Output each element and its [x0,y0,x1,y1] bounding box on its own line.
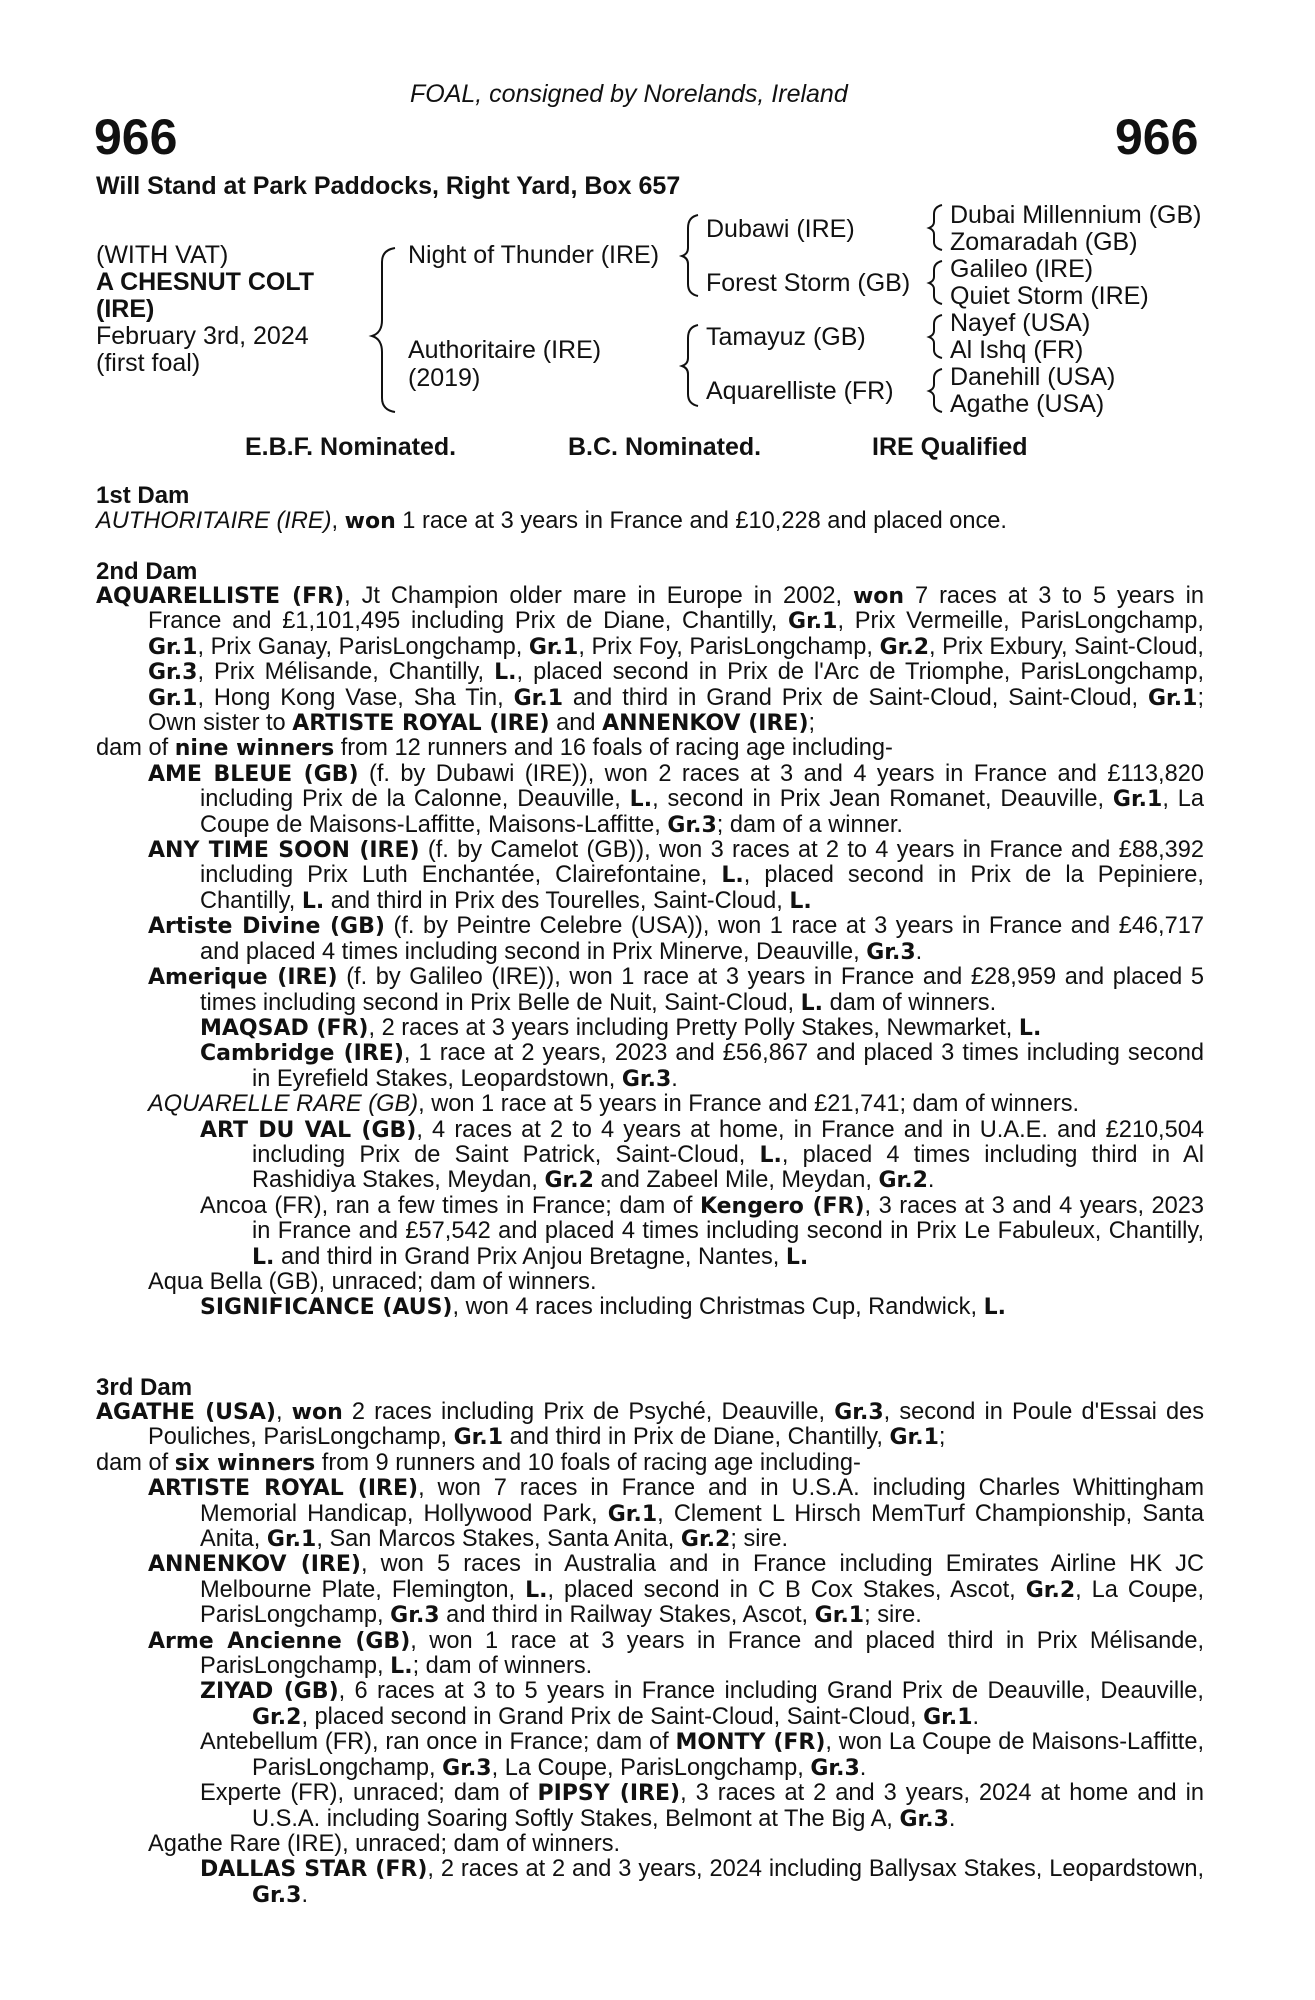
third-dam-summary: dam of six winners from 9 runners and 10 foals of racing age including- [96,1449,861,1476]
third-dam-body [96,1400,1204,1908]
progeny-artiste-royal: ARTISTE ROYAL (IRE), won 7 races in France and in U.S.A. including Charles Whittingham Memorial Handicap, Hollywood Park, Gr.1, Clement L Hirsch MemTurf Championship, Santa Anita, Gr.1, San Marcos Stakes, Santa Anita, Gr.2; sire. [148,1475,1204,1553]
progeny-annenkov: ANNENKOV (IRE), won 5 races in Australia and in France including Emirates Airline HK JC Melbourne Plate, Flemington, L., placed second in C B Cox Stakes, Ascot, Gr.2, La Coupe, ParisLongchamp, Gr.3 and third in Railway Stakes, Ascot, Gr.1; sire. [148,1551,1205,1629]
bc-nomination: B.C. Nominated. [568,433,762,461]
first-dam-text: 1 race at 3 years in France and £10,228 and placed once. [402,508,1007,534]
first-dam-heading: 1st Dam [96,482,190,509]
progeny-dallas-star: DALLAS STAR (FR), 2 races at 2 and 3 years, 2024 including Ballysax Stakes, Leopardstown, Gr.3. [200,1856,1205,1908]
pedigree-ssd: Zomaradah (GB) [950,228,1138,256]
foal-note: (first foal) [96,349,201,377]
progeny-significance: SIGNIFICANCE (AUS), won 4 races including Christmas Cup, Randwick, L. [200,1294,1006,1321]
pedigree-sss: Dubai Millennium (GB) [950,201,1202,229]
pedigree-dam-dam: Aquarelliste (FR) [706,377,894,405]
stand-location: Will Stand at Park Paddocks, Right Yard, Box 657 [96,172,681,200]
ebf-nomination: E.B.F. Nominated. [245,433,457,461]
progeny-aqua-bella: Aqua Bella (GB), unraced; dam of winners. [148,1268,597,1295]
horse-name-line1: A CHESNUT COLT [96,268,315,296]
pedigree-sire-sire: Dubawi (IRE) [706,215,855,243]
pedigree-dss: Nayef (USA) [950,309,1091,337]
second-dam-body [96,584,1204,1321]
date-of-birth: February 3rd, 2024 [96,322,309,350]
progeny-any-time-soon: ANY TIME SOON (IRE) (f. by Camelot (GB)), won 3 races at 2 to 4 years in France and £88,392 including Prix Luth Enchantée, Clairefontaine, L., placed second in Prix de la Pepiniere, Chantilly, L. and third in Prix des Tourelles, Saint-Cloud, L. [148,837,1205,914]
progeny-antebellum: Antebellum (FR), ran once in France; dam of MONTY (FR), won La Coupe de Maisons-Laffitte, ParisLongchamp, Gr.3, La Coupe, ParisLongchamp, Gr.3. [200,1729,1205,1781]
pedigree-dam-sire: Tamayuz (GB) [706,323,866,351]
third-dam-heading: 3rd Dam [96,1374,193,1401]
progeny-agathe-rare: Agathe Rare (IRE), unraced; dam of winners. [148,1830,621,1857]
pedigree-sire-dam: Forest Storm (GB) [706,269,911,297]
lot-number-left: 966 [94,109,178,165]
progeny-amerique: Amerique (IRE) (f. by Galileo (IRE)), won 1 race at 3 years in France and £28,959 and placed 5 times including second in Prix Belle de Nuit, Saint-Cloud, L. dam of winners. [148,964,1204,1016]
pedigree-dam-line1: Authoritaire (IRE) [408,336,602,364]
lot-number-right: 966 [1115,109,1199,165]
progeny-ame-bleue: AME BLEUE (GB) (f. by Dubawi (IRE)), won 2 races at 3 and 4 years in France and £113,820 including Prix de la Calonne, Deauville, L., second in Prix Jean Romanet, Deauville, Gr.1, La Coupe de Maisons-Laffitte, Maisons-Laffitte, Gr.3; dam of a winner. [148,760,1205,838]
first-dam-won: won [344,509,396,534]
first-dam-line: AUTHORITAIRE (IRE), won 1 race at 3 years in France and £10,228 and placed once. [96,508,1007,534]
progeny-art-du-val: ART DU VAL (GB), 4 races at 2 to 4 years at home, in France and in U.A.E. and £210,504 including Prix de Saint Patrick, Saint-Cloud, L., placed 4 times including third in Al Rashidiya Stakes, Meydan, Gr.2 and Zabeel Mile, Meydan, Gr.2. [200,1116,1204,1194]
pedigree-ddd: Agathe (USA) [950,390,1105,418]
horse-name-line2: (IRE) [96,295,155,323]
third-dam-paragraph: AGATHE (USA), won 2 races including Prix de Psyché, Deauville, Gr.3, second in Poule d'Essai des Pouliches, ParisLongchamp, Gr.1 and third in Prix de Diane, Chantilly, Gr.1; [96,1399,1204,1451]
pedigree-sire: Night of Thunder (IRE) [408,241,660,269]
pedigree-dam-line2: (2019) [408,364,481,392]
pedigree-dsd: Al Ishq (FR) [950,336,1084,364]
progeny-ancoa: Ancoa (FR), ran a few times in France; dam of Kengero (FR), 3 races at 3 and 4 years, 2023 in France and £57,542 and placed 4 times including second in Prix Le Fabuleux, Chantilly, L. and third in Grand Prix Anjou Bretagne, Nantes, L. [200,1192,1204,1270]
vat-note: (WITH VAT) [96,241,229,269]
pedigree-dds: Danehill (USA) [950,363,1116,391]
progeny-ziyad: ZIYAD (GB), 6 races at 3 to 5 years in France including Grand Prix de Deauville, Deauville, Gr.2, placed second in Grand Prix de Saint-Cloud, Saint-Cloud, Gr.1. [200,1678,1204,1730]
second-dam-paragraph: AQUARELLISTE (FR), Jt Champion older mare in Europe in 2002, won 7 races at 3 to 5 years in France and £1,101,495 including Prix de Diane, Chantilly, Gr.1, Prix Vermeille, ParisLongchamp, Gr.1, Prix Ganay, ParisLongchamp, Gr.1, Prix Foy, ParisLongchamp, Gr.2, Prix Exbury, Saint-Cloud, Gr.3, Prix Mélisande, Chantilly, L., placed second in Prix de l'Arc de Triomphe, ParisLongchamp, Gr.1, Hong Kong Vase, Sha Tin, Gr.1 and third in Grand Prix de Saint-Cloud, Saint-Cloud, Gr.1; Own sister to ARTISTE ROYAL (IRE) and ANNENKOV (IRE); [96,583,1205,737]
ire-qualified: IRE Qualified [872,433,1028,461]
progeny-aquarelle-rare: AQUARELLE RARE (GB), won 1 race at 5 years in France and £21,741; dam of winners. [148,1091,1080,1118]
progeny-arme-ancienne: Arme Ancienne (GB), won 1 race at 3 years in France and placed third in Prix Mélisande, ParisLongchamp, L.; dam of winners. [148,1627,1204,1680]
pedigree-sds: Galileo (IRE) [950,255,1094,283]
first-dam-name: AUTHORITAIRE (IRE) [96,508,332,534]
progeny-experte: Experte (FR), unraced; dam of PIPSY (IRE), 3 races at 2 and 3 years, 2024 at home and in U.S.A. including Soaring Softly Stakes, Belmont at The Big A, Gr.3. [200,1780,1204,1832]
pedigree-sdd: Quiet Storm (IRE) [950,282,1149,310]
progeny-artiste-divine: Artiste Divine (GB) (f. by Peintre Celebre (USA)), won 1 race at 3 years in France and £46,717 and placed 4 times including second in Prix Minerve, Deauville, Gr.3. [148,913,1204,965]
second-dam-summary: dam of nine winners from 12 runners and 16 foals of racing age including- [96,735,893,762]
progeny-maqsad: MAQSAD (FR), 2 races at 3 years including Pretty Polly Stakes, Newmarket, L. [200,1014,1042,1041]
progeny-cambridge: Cambridge (IRE), 1 race at 2 years, 2023 and £56,867 and placed 3 times including second in Eyrefield Stakes, Leopardstown, Gr.3. [200,1040,1205,1092]
second-dam-heading: 2nd Dam [96,558,198,585]
consignor-line: FOAL, consigned by Norelands, Ireland [410,80,848,108]
